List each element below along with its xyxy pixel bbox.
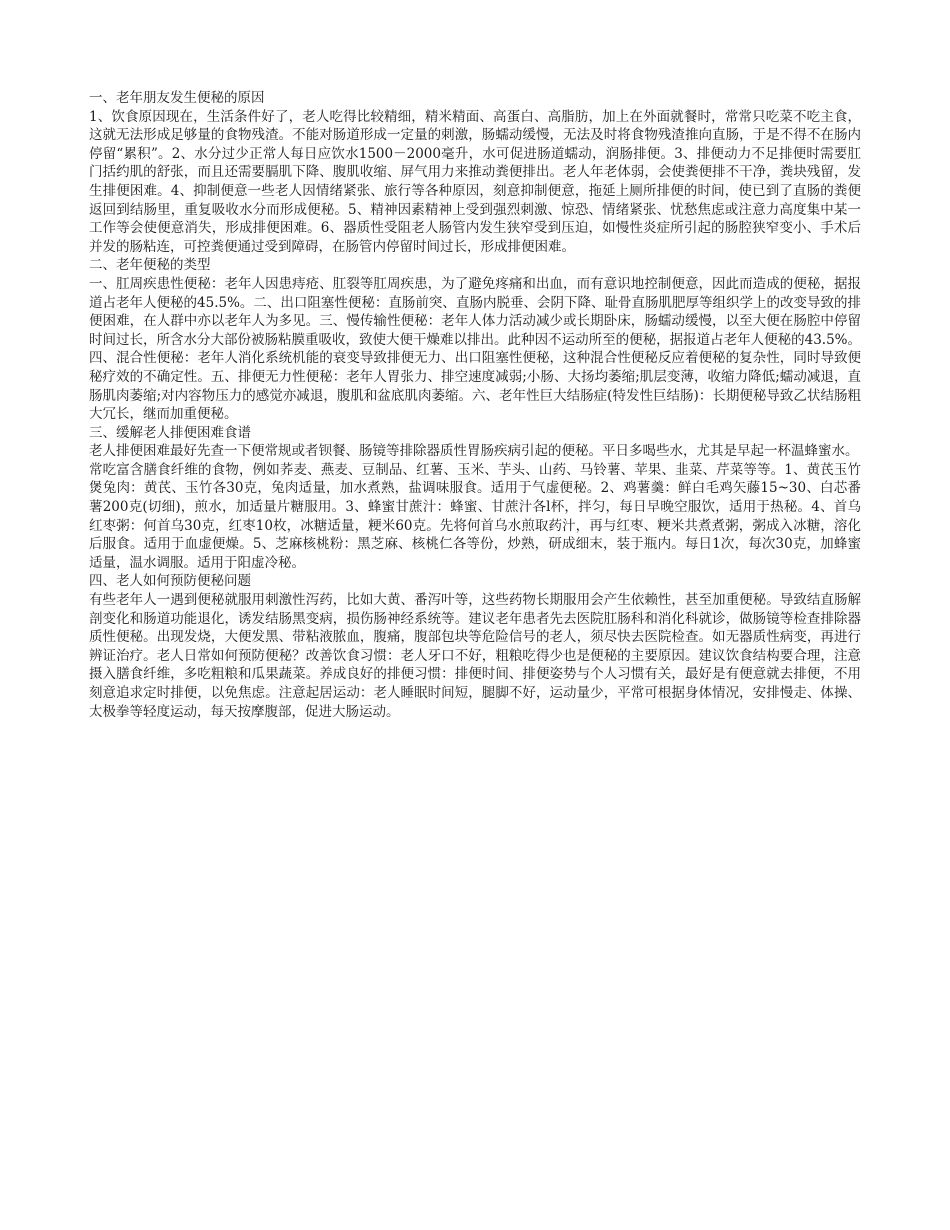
paragraph-recipes-list: 常吃富含膳食纤维的食物，例如荞麦、燕麦、豆制品、红薯、玉米、芋头、山药、马铃薯、苹果、韭菜、芹菜等等。1、黄芪玉竹煲兔肉：黄芪、玉竹各30克，兔肉适量，加水煮熟，盐调味服食。适用于气虚便秘。2、鸡薯羹：鲜白毛鸡矢藤15~30、白芯番薯200克(切细)，煎水，加适量片糖服用。3、蜂蜜甘蔗汁：蜂蜜、甘蔗汁各l杯，拌匀，每日早晚空服饮，适用于热秘。4、首乌红枣粥：何首乌30克，红枣10枚，冰糖适量，粳米60克。先将何首乌水煎取药汁，再与红枣、粳米共煮煮粥，粥成入冰糖，溶化后服食。适用于血虚便燥。5、芝麻核桃粉：黑芝麻、核桃仁各等份，炒熟，研成细末，装于瓶内。每日1次，每次30克，加蜂蜜适量，温水调服。适用于阳虚冷秘。 xyxy=(89,461,861,571)
document-body xyxy=(89,89,861,721)
paragraph-causes: 1、饮食原因现在，生活条件好了，老人吃得比较精细，精米精面、高蛋白、高脂肪，加上在外面就餐时，常常只吃菜不吃主食，这就无法形成足够量的食物残渣。不能对肠道形成一定量的刺激，肠蠕动缓慢，无法及时将食物残渣推向直肠，于是不得不在肠内停留“累积”。2、水分过少正常人每日应饮水1500－2000毫升，水可促进肠道蠕动，润肠排便。3、排便动力不足排便时需要肛门括约肌的舒张，而且还需要膈肌下降、腹肌收缩、屏气用力来推动粪便排出。老人年老体弱，会使粪便排不干净，粪块残留，发生排便困难。4、抑制便意一些老人因情绪紧张、旅行等各种原因，刻意抑制便意，拖延上厕所排便的时间，使已到了直肠的粪便返回到结肠里，重复吸收水分而形成便秘。5、精神因素精神上受到强烈刺激、惊恐、情绪紧张、忧愁焦虑或注意力高度集中某一工作等会使便意消失，形成排便困难。6、器质性受阻老人肠管内发生狭窄受到压迫，如慢性炎症所引起的肠腔狭窄变小、手术后并发的肠粘连，可控粪便通过受到障碍，在肠管内停留时间过长，形成排便困难。 xyxy=(89,108,861,255)
paragraph-prevention: 有些老年人一遇到便秘就服用刺激性泻药，比如大黄、番泻叶等，这些药物长期服用会产生依赖性，甚至加重便秘。导致结直肠解剖变化和肠道功能退化，诱发结肠黑变病，损伤肠神经系统等。建议老年患者先去医院肛肠科和消化科就诊，做肠镜等检查排除器质性便秘。出现发烧，大便发黑、带粘液脓血，腹痛，腹部包块等危险信号的老人，须尽快去医院检查。如无器质性病变，再进行辨证治疗。老人日常如何预防便秘？改善饮食习惯：老人牙口不好，粗粮吃得少也是便秘的主要原因。建议饮食结构要合理，注意摄入膳食纤维，多吃粗粮和瓜果蔬菜。养成良好的排便习惯：排便时间、排便姿势与个人习惯有关，最好是有便意就去排便，不用刻意追求定时排便，以免焦虑。注意起居运动：老人睡眠时间短，腿脚不好，运动量少，平常可根据身体情况，安排慢走、体操、太极拳等轻度运动，每天按摩腹部，促进大肠运动。 xyxy=(89,592,861,720)
section-heading-causes: 一、老年朋友发生便秘的原因 xyxy=(89,90,265,106)
paragraph-types: 一、肛周疾患性便秘：老年人因患痔疮、肛裂等肛周疾患，为了避免疼痛和出血，而有意识地控制便意，因此而造成的便秘，据报道占老年人便秘的45.5%。二、出口阻塞性便秘：直肠前突、直肠内脱垂、会阴下降、耻骨直肠肌肥厚等组织学上的改变导致的排便困难，在人群中亦以老年人为多见。三、慢传输性便秘：老年人体力活动减少或长期卧床，肠蠕动缓慢，以至大便在肠腔中停留时间过长，所含水分大部份被肠粘膜重吸收，致使大便干燥难以排出。此种因不运动所至的便秘，据报道占老年人便秘的43.5%。四、混合性便秘：老年人消化系统机能的衰变导致排便无力、出口阻塞性便秘，这种混合性便秘反应着便秘的复杂性，同时导致便秘疗效的不确定性。五、排便无力性便秘：老年人胃张力、排空速度减弱;小肠、大扬均萎缩;肌层变薄，收缩力降低;蠕动减退，直肠肌肉萎缩;对内容物压力的感觉亦减退，腹肌和盆底肌肉萎缩。六、老年性巨大结肠症(特发性巨结肠)：长期便秘导致乙状结肠粗大冗长，继而加重便秘。 xyxy=(89,275,861,423)
section-heading-types: 二、老年便秘的类型 xyxy=(89,257,211,274)
section-heading-prevention: 四、老人如何预防便秘问题 xyxy=(89,573,251,590)
section-heading-recipes: 三、缓解老人排便困难食谱 xyxy=(89,424,251,441)
paragraph-recipes-intro: 老人排便困难最好先查一下便常规或者钡餐、肠镜等排除器质性胃肠疾病引起的便秘。平日多喝些水，尤其是早起一杯温蜂蜜水。 xyxy=(89,443,859,460)
